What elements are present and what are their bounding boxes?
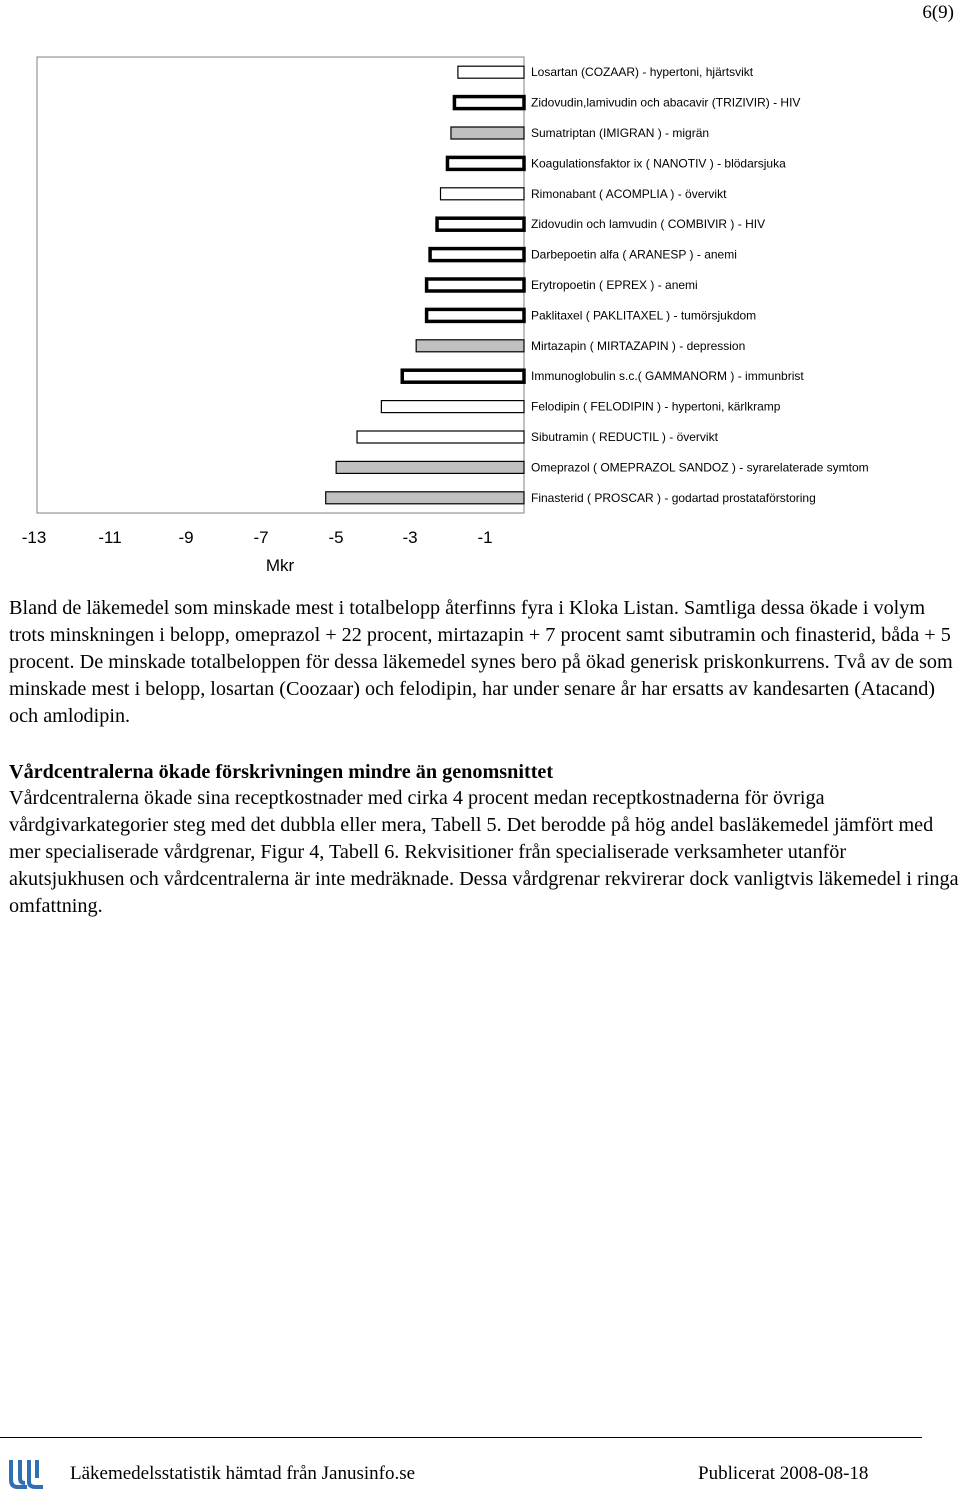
bar-5 [441,188,524,200]
section-heading: Vårdcentralerna ökade förskrivningen mindre än genomsnittet [9,761,554,783]
bar-13 [357,431,524,443]
category-label-6: Zidovudin och lamvudin ( COMBIVIR ) - HIV [531,217,766,232]
category-label-11: Immunoglobulin s.c.( GAMMANORM ) - immunbrist [531,369,804,384]
x-tick-label: -9 [178,528,194,547]
category-label-10: Mirtazapin ( MIRTAZAPIN ) - depression [531,338,746,353]
bar-3 [451,127,524,139]
bar-8 [427,279,524,291]
bars-group [326,66,524,504]
x-tick-label: -5 [328,528,344,547]
bar-9 [427,309,524,321]
category-label-14: Omeprazol ( OMEPRAZOL SANDOZ ) - syrarelaterade symtom [531,460,869,475]
category-label-15: Finasterid ( PROSCAR ) - godartad prostataförstoring [531,490,816,505]
bar-10 [416,340,524,352]
janusinfo-logo-icon [7,1458,45,1490]
page-number: 6(9) [922,2,954,23]
category-label-9: Paklitaxel ( PAKLITAXEL ) - tumörsjukdom [531,308,757,323]
category-label-1: Losartan (COZAAR) - hypertoni, hjärtsvikt [531,65,754,80]
footer-divider [0,1437,922,1438]
category-label-4: Koagulationsfaktor ix ( NANOTIV ) - blödarsjuka [531,156,786,171]
paragraph-drug-decrease: Bland de läkemedel som minskade mest i totalbelopp återfinns fyra i Kloka Listan. Samtliga dessa ökade i volym trots minskningen i belopp, omeprazol + 22 procent, mirtazapin + 7 procent samt sibutramin och finasterid, båda + 5 procent. De minskade totalbeloppen för dessa läkemedel synes bero på ökad generisk priskonkurrens. Två av de som minskade mest i belopp, losartan (Coozaar) och felodipin, har under senare år har ersatts av kandesarten (Atacand) och amlodipin. [9,597,953,727]
category-label-13: Sibutramin ( REDUCTIL ) - övervikt [531,430,718,444]
bar-12 [381,401,524,413]
bar-4 [447,157,524,169]
bar-15 [326,492,524,504]
bar-7 [430,249,524,261]
category-label-3: Sumatriptan (IMIGRAN ) - migrän [531,126,710,140]
x-tick-label: -11 [98,528,122,547]
category-label-8: Erytropoetin ( EPREX ) - anemi [531,278,698,292]
bar-2 [454,97,524,109]
footer-published: Publicerat 2008-08-18 [698,1463,869,1484]
category-label-12: Felodipin ( FELODIPIN ) - hypertoni, kärlkramp [531,399,781,414]
tick-labels-group [22,528,493,547]
bar-chart [0,0,960,590]
x-tick-label: -7 [253,528,269,547]
bar-14 [336,461,524,473]
category-label-2: Zidovudin,lamivudin och abacavir (TRIZIVIR) - HIV [531,95,801,110]
paragraph-vardcentraler: Vårdcentralerna ökade sina receptkostnader med cirka 4 procent medan receptkostnaderna för övriga vårdgivarkategorier steg med det dubbla eller mera, Tabell 5. Det berodde på hög andel basläkemedel jämfört med mer specialiserade vårdgrenar, Figur 4, Tabell 6. Rekvisitioner från specialiserade verksamheter utanför akutsjukhusen och vårdcentralerna är inte medräknade. Dessa vårdgrenar rekvirerar dock vanligtvis läkemedel i ringa omfattning. [9,787,959,917]
bar-11 [402,370,524,382]
category-label-7: Darbepoetin alfa ( ARANESP ) - anemi [531,247,737,262]
x-axis-title: Mkr [265,556,295,575]
x-tick-label: -1 [477,528,493,547]
category-label-5: Rimonabant ( ACOMPLIA ) - övervikt [531,186,727,201]
footer-source: Läkemedelsstatistik hämtad från Janusinfo.se [70,1463,416,1484]
category-labels-group [531,65,869,505]
x-tick-label: -13 [21,528,47,547]
bar-1 [458,66,524,78]
x-tick-label: -3 [402,528,418,547]
bar-6 [437,218,524,230]
